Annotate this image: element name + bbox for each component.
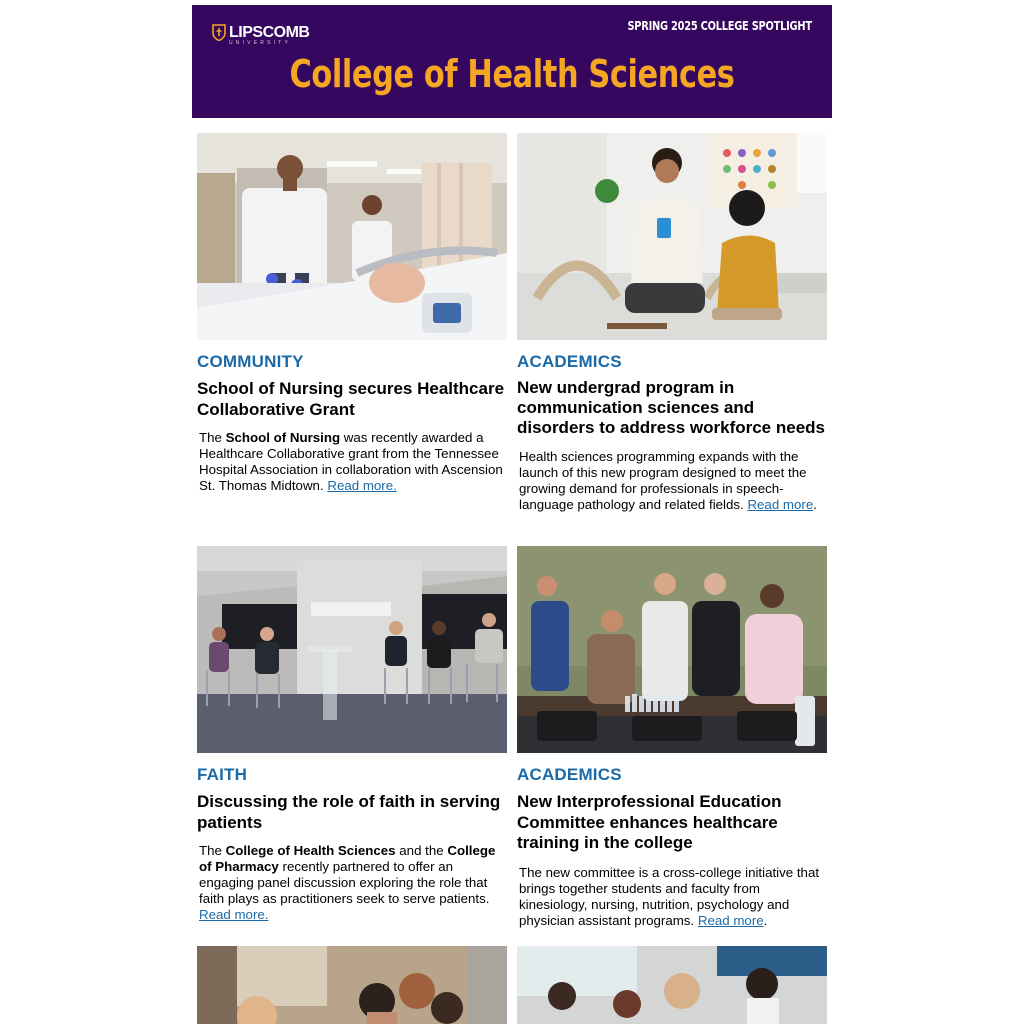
story-card-nursing-grant <box>197 133 507 494</box>
story-card-faith-panel <box>197 546 507 923</box>
story-summary: The College of Health Sciences and the College of Pharmacy recently partnered to offer an engaging panel discussion exploring the role that faith plays as practitioners seek to serve patients. Read more. <box>199 843 496 922</box>
read-more-link[interactable]: Read more. <box>327 478 397 493</box>
story-headline[interactable]: Discussing the role of faith in serving patients <box>197 792 501 832</box>
nursing-simulation-photo[interactable] <box>197 133 507 340</box>
story-headline[interactable]: School of Nursing secures Healthcare Collaborative Grant <box>197 379 505 419</box>
header-banner <box>192 5 832 118</box>
bold-college-of-health-sciences: College of Health Sciences <box>225 843 396 858</box>
story-headline[interactable]: New Interprofessional Education Committee enhances healthcare training in the college <box>517 792 782 852</box>
logo-subtitle: UNIVERSITY <box>229 40 292 46</box>
story-headline[interactable]: New undergrad program in communication sciences and disorders to address workforce needs <box>517 378 825 437</box>
shield-icon <box>212 24 226 41</box>
student-group-photo[interactable] <box>197 946 507 1024</box>
story-card-interprofessional-education <box>517 546 827 929</box>
story-summary: The School of Nursing was recently awarded a Healthcare Collaborative grant from the Tennessee Hospital Association in collaboration with Ascension St. Thomas Midtown. Read more. <box>199 430 503 493</box>
page-title: College of Health Sciences <box>289 52 735 96</box>
student-lab-photo[interactable] <box>517 546 827 753</box>
bold-college-of-pharmacy: College of Pharmacy <box>199 843 496 874</box>
speech-therapy-photo[interactable] <box>517 133 827 340</box>
story-summary: The new committee is a cross-college initiative that brings together students and faculty from kinesiology, nursing, nutrition, psychology and physician assistant programs. Read more. <box>519 864 820 928</box>
story-summary: Health sciences programming expands with the launch of this new program designed to meet the growing demand for professionals in speech-language pathology and related fields. Read more. <box>519 449 817 512</box>
category-label: COMMUNITY <box>197 352 304 371</box>
story-card-communication-sciences <box>517 133 827 513</box>
read-more-link[interactable]: Read more <box>747 497 814 512</box>
category-label: ACADEMICS <box>517 352 622 371</box>
logo-name: LIPSCOMB <box>229 24 310 41</box>
spotlight-label: SPRING 2025 COLLEGE SPOTLIGHT <box>627 19 812 33</box>
read-more-link[interactable]: Read more. <box>199 907 269 922</box>
university-logo[interactable] <box>212 24 309 46</box>
category-label: ACADEMICS <box>517 765 622 784</box>
category-label: FAITH <box>197 765 248 784</box>
classroom-study-photo[interactable] <box>517 946 827 1024</box>
faith-panel-photo[interactable] <box>197 546 507 753</box>
read-more-link[interactable]: Read more <box>697 912 764 928</box>
bold-school-of-nursing: School of Nursing <box>225 430 341 445</box>
